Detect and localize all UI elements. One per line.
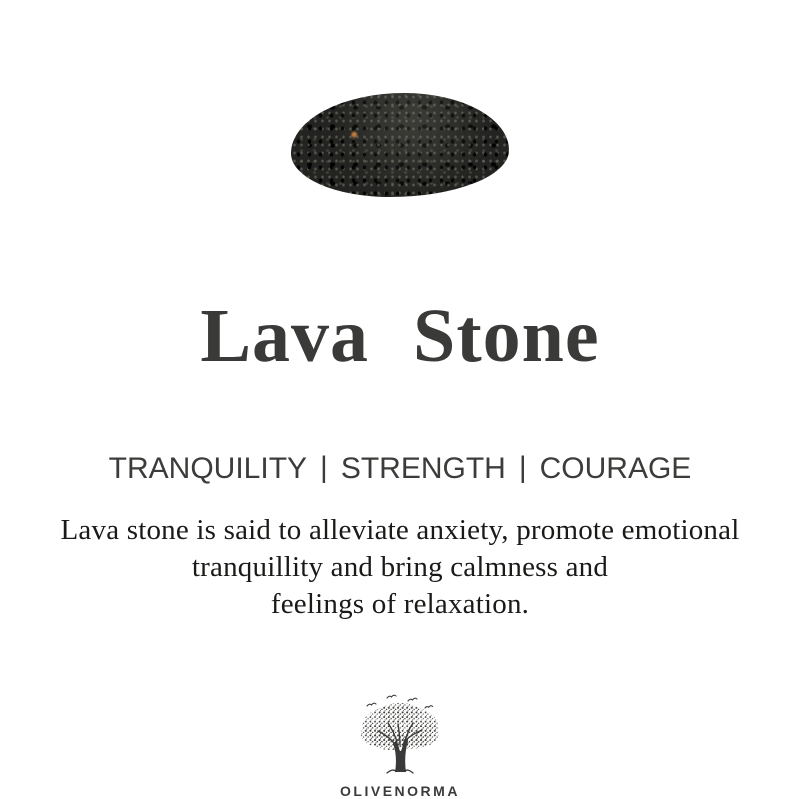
description-line: tranquillity and bring calmness and bbox=[191, 551, 609, 583]
trait-tranquility: TRANQUILITY bbox=[108, 452, 308, 485]
description-line: feelings of relaxation. bbox=[270, 588, 530, 620]
trait-courage: COURAGE bbox=[539, 452, 692, 485]
olive-tree-icon bbox=[351, 693, 449, 779]
traits-line bbox=[109, 451, 692, 487]
trait-separator: | bbox=[320, 451, 328, 484]
brand-name: OLIVENORMA bbox=[340, 783, 460, 799]
trait-separator: | bbox=[518, 451, 527, 484]
product-description bbox=[61, 512, 740, 623]
trait-strength: STRENGTH bbox=[340, 452, 506, 485]
brand-logo bbox=[340, 693, 460, 799]
description-line: Lava stone is said to alleviate anxiety, promote emotional bbox=[60, 514, 740, 546]
product-title: Lava Stone bbox=[200, 294, 600, 379]
lava-stone-photo bbox=[291, 93, 509, 197]
